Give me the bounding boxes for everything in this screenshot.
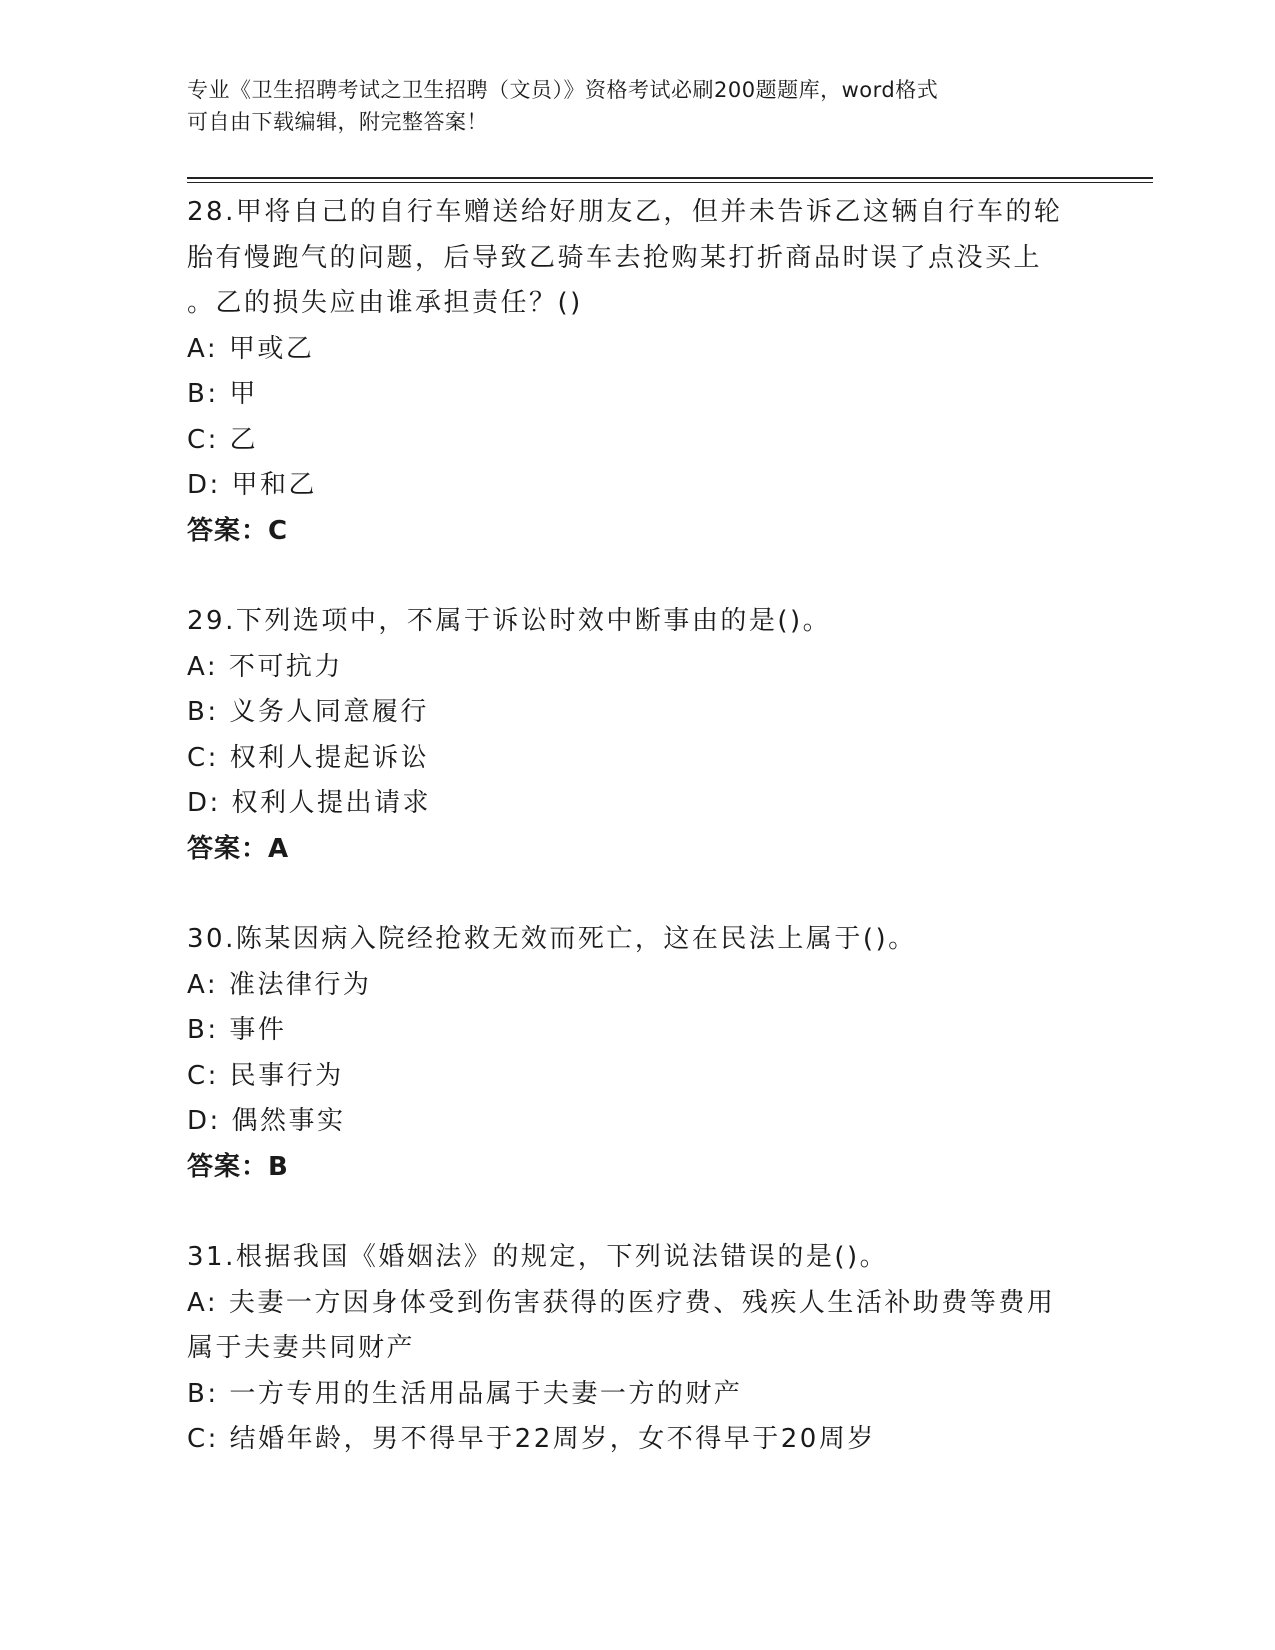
answer: 答案：C bbox=[187, 515, 289, 546]
question-text: 29.下列选项中，不属于诉讼时效中断事由的是()。 bbox=[187, 606, 832, 636]
question-text: 。乙的损失应由谁承担责任？() bbox=[187, 288, 583, 318]
option-c: C: 民事行为 bbox=[187, 1060, 344, 1091]
question-28 bbox=[187, 190, 1087, 554]
question-spacer bbox=[187, 554, 1087, 599]
question-31 bbox=[187, 1235, 1087, 1463]
question-spacer bbox=[187, 1190, 1087, 1235]
option-d: D: 偶然事实 bbox=[187, 1106, 346, 1136]
option-a: A: 甲或乙 bbox=[187, 333, 315, 364]
option-c: C: 结婚年龄，男不得早于22周岁，女不得早于20周岁 bbox=[187, 1424, 876, 1454]
option-d: D: 权利人提出请求 bbox=[187, 788, 432, 818]
option-d: D: 甲和乙 bbox=[187, 470, 318, 500]
question-spacer bbox=[187, 872, 1087, 917]
option-a: A: 准法律行为 bbox=[187, 969, 372, 1000]
answer: 答案：B bbox=[187, 1151, 289, 1182]
header-divider-thin bbox=[187, 182, 1153, 183]
option-a: A: 夫妻一方因身体受到伤害获得的医疗费、残疾人生活补助费等费用 bbox=[187, 1287, 1056, 1318]
question-30 bbox=[187, 917, 1087, 1190]
header-divider-thick bbox=[187, 177, 1153, 179]
option-b: B: 甲 bbox=[187, 379, 258, 409]
option-a: A: 不可抗力 bbox=[187, 651, 343, 682]
option-c: C: 权利人提起诉讼 bbox=[187, 742, 430, 773]
header-title-line-1: 专业《卫生招聘考试之卫生招聘（文员）》资格考试必刷200题题库，word格式 bbox=[187, 78, 939, 102]
option-b: B: 一方专用的生活用品属于夫妻一方的财产 bbox=[187, 1378, 743, 1409]
header-title-line-2: 可自由下载编辑，附完整答案！ bbox=[187, 110, 488, 134]
question-29 bbox=[187, 599, 1087, 872]
question-list bbox=[187, 190, 1087, 1463]
option-a-continued: 属于夫妻共同财产 bbox=[187, 1333, 416, 1363]
question-text: 胎有慢跑气的问题，后导致乙骑车去抢购某打折商品时误了点没买上 bbox=[187, 242, 1043, 273]
option-b: B: 事件 bbox=[187, 1015, 287, 1045]
option-b: B: 义务人同意履行 bbox=[187, 697, 429, 727]
question-text: 28.甲将自己的自行车赠送给好朋友乙，但并未告诉乙这辆自行车的轮 bbox=[187, 197, 1063, 227]
option-c: C: 乙 bbox=[187, 424, 259, 455]
document-header bbox=[187, 74, 1087, 138]
question-text: 30.陈某因病入院经抢救无效而死亡，这在民法上属于()。 bbox=[187, 924, 917, 954]
answer: 答案：A bbox=[187, 833, 290, 864]
question-text: 31.根据我国《婚姻法》的规定，下列说法错误的是()。 bbox=[187, 1242, 889, 1272]
